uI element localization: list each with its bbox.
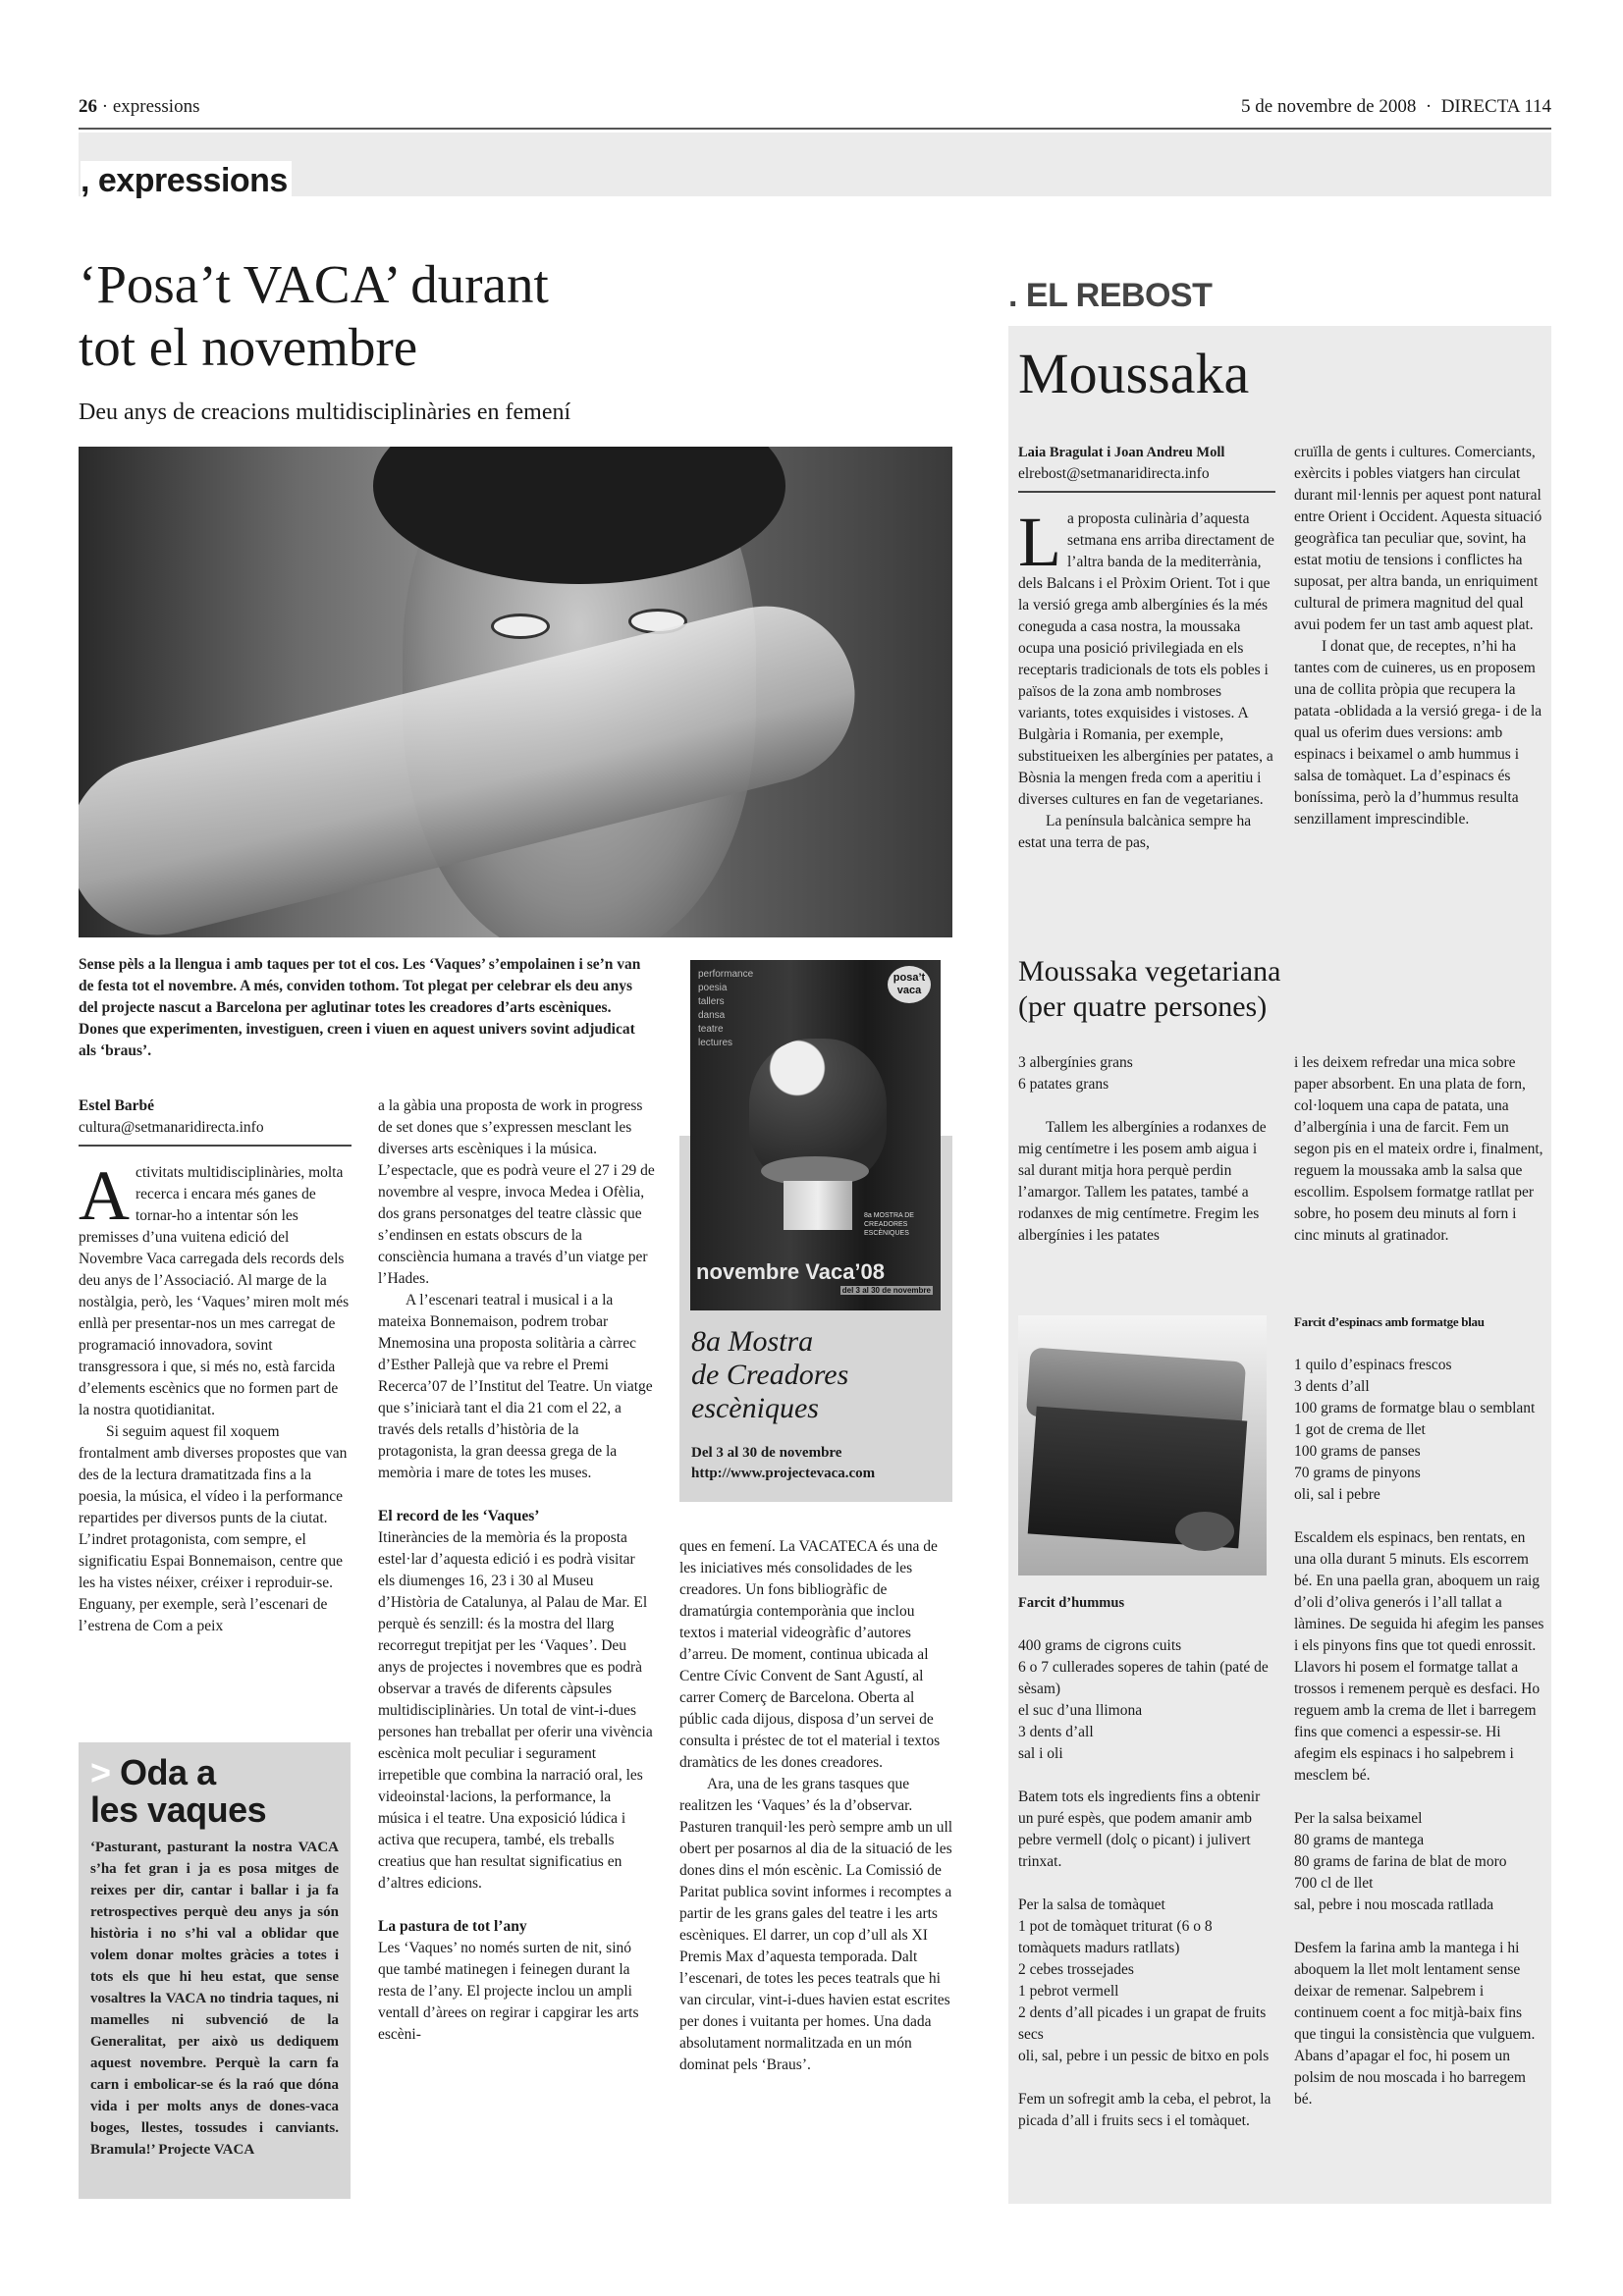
author-name: Laia Bragulat i Joan Andreu Moll [1018,445,1225,460]
section-label: , expressions [81,161,292,200]
poster-discipline: performance [698,969,754,980]
poster-discipline: dansa [698,1010,726,1021]
poster-badge [888,966,931,1003]
paragraph: Si seguim aquest fil xoquem frontalment amb diverses propostes que van des de la lectura dramatitzada fins a la poesia, la música, el vídeo i la performance repartides per diversos punts de la ciutat. L’indret protagonista, com sempre, el significatiu Espai Bonnemaison, centre que les ha vistes néixer, créixer i reproduir-se. Enguany, per exemple, serà l’escenari de l’estrena de Com a peix [79,1423,348,1634]
section-name: · expressions [101,96,200,117]
recipe-column-2 [1294,1052,1545,1247]
poster-discipline: poesia [698,983,728,993]
oda-box [79,1742,351,2199]
ingredient: 80 grams de farina de blat de moro [1294,1853,1507,1870]
poster-image [690,960,941,1310]
ingredient: 6 o 7 cullerades soperes de tahin (paté de sèsam) [1018,1659,1269,1697]
issue-info [1241,96,1551,118]
paragraph: Tallem les albergínies a rodanxes de mig centímetre i les posem amb aigua i sal durant mitja hora perquè perdin l’amargor. Tallem les patates, també a rodanxes de mig centímetre. Fregim les albergínies i les patates [1018,1119,1267,1244]
cow-skirt [784,1181,852,1230]
main-photo [79,447,952,937]
paragraph: La península balcànica sempre ha estat una terra de pas, [1018,813,1252,851]
drop-cap: A [79,1156,130,1235]
ingredient: 700 cl de llet [1294,1875,1374,1892]
title-line: ‘Posa’t VACA’ durant [79,254,549,314]
paragraph: cruïlla de gents i cultures. Comerciants, exèrcits i pobles viatgers han circulat durant mil·lennis per aquest pont natural entre Orient i Occident. Aquesta situació geogràfica tan peculiar que, sovint, ha estat motiu de tensions i conflictes ha suposat, per altra banda, un enriquiment cultural de primera magnitud del qual avui podem fer un tast amb aquest plat. [1294,444,1542,633]
ingredient: 2 dents d’all picades i un grapat de fruits secs [1018,2004,1267,2043]
paragraph: a la gàbia una proposta de work in progress de set dones que s’expressen mesclant les diverses arts escèniques i la música. L’espectacle, que es podrà veure el 27 i 29 de novembre al vespre, invoca Medea i Ofèlia, dos grans personatges del teatre clàssic que s’endinsen en estats obscurs de la consciència humana a través d’un viatge per l’Hades. [378,1097,655,1287]
page-header [79,96,1551,130]
ingredient: 70 grams de pinyons [1294,1465,1421,1481]
recipe-subtitle [1018,954,1280,1025]
ingredient: 1 pot de tomàquet triturat (6 o 8 tomàquets madurs ratllats) [1018,1918,1213,1956]
paragraph: Batem tots els ingredients fins a obtenir un puré espès, que podem amanir amb pebre vermell (dolç o picant) i julivert trinxat. [1018,1789,1261,1870]
subheading: Per la salsa beixamel [1294,1810,1423,1827]
poster-discipline: lectures [698,1038,733,1048]
ingredient: el suc d’una llimona [1018,1702,1143,1719]
subheading: La pastura de tot l’any [378,1918,527,1935]
dish-photo [1018,1315,1267,1575]
ingredient: 3 dents d’all [1018,1724,1094,1740]
badge-text: vaca [896,985,922,996]
poster-mostra-text: 8a MOSTRA DE CREADORES ESCÈNIQUES [864,1212,914,1237]
ingredient: 1 quilo d’espinacs frescos [1294,1357,1452,1373]
event-dates: Del 3 al 30 de novembre [691,1445,842,1461]
subheading: Farcit d’espinacs amb formatge blau [1294,1314,1485,1329]
paragraph: I donat que, de receptes, n’hi ha tantes com de cuineres, us en proposem una de collita pròpia que recupera la patata -oblidada a la versió grega- i de la qual us oferim dues versions: amb espinacs i beixamel o amb hummus i salsa de tomàquet. La d’espinacs és boníssima, però la d’hummus resulta senzillament imprescindible. [1294,638,1542,828]
badge-text: posa’t [893,972,926,984]
paragraph: a proposta culinària d’aquesta setmana ens arriba directament de l’altra banda de la mediterrània, dels Balcans i el Pròxim Orient. Tot i que la versió grega amb albergínies és la més coneguda a casa nostra, la moussaka ocupa una posició privilegiada en els receptaris tradicionals de tots els pobles i països de la zona amb nombroses variants, totes exquisides i vistoses. A Bulgària i Romania, per exemple, substitueixen les albergínies per patates, a Bòsnia la mengen freda com a aperitiu i diverses cultures en fan de vegetarianes. [1018,510,1274,808]
ingredient: 80 grams de mantega [1294,1832,1425,1848]
author-email[interactable]: cultura@setmanaridirecta.info [79,1117,352,1147]
recipe-title: Moussaka [1018,342,1250,405]
title-line: tot el novembre [79,317,418,377]
poster-box-info [691,1443,875,1484]
ingredient: 3 dents d’all [1294,1378,1370,1395]
ingredient: sal, pebre i nou moscada ratllada [1294,1896,1494,1913]
poster-box-title [691,1325,848,1425]
recipe-subtitle-line: (per quatre persones) [1018,990,1268,1023]
subheading: Farcit d’hummus [1018,1595,1125,1611]
paragraph: ctivitats multidisciplinàries, molta recerca i encara més ganes de tornar-ho a intentar són les premisses d’una vuitena edició del Novembre Vaca carregada dels records dels deu anys de l’Associació. Al marge de la nostàlgia, però, les ‘Vaques’ miren molt més enllà per presentar-nos un mes carregat de programació innovadora, sovint transgressora i que, si més no, està farcida d’elements escènics que no formen part de la nostra quotidianitat. [79,1164,350,1418]
paragraph: Itineràncies de la memòria és la proposta estel·lar d’aquesta edició i es podrà visitar els diumenges 16, 23 i 30 al Museu d’Història de Catalunya, al Palau de Mar. El perquè és senzill: és la mostra del llarg recorregut trepitjat per les ‘Vaques’. Deu anys de projectes i novembres que es podrà observar a través de diferents càpsules multidisciplinàries. Un total de vint-i-dues persones han treballat per oferir una vivència escènica molt peculiar i segurament irrepetible que combina la narració oral, les videoinstal·lacions, la performance, la música i el teatre. Una exposició lúdica i activa que recupera, també, els treballs creatius que han resultat significatius en d’altres edicions. [378,1529,653,1892]
ingredient: 3 albergínies grans [1018,1054,1133,1071]
rebost-section-label: . EL REBOST [1008,277,1213,314]
oda-title-line: Oda a [120,1752,216,1792]
paragraph: ques en femení. La VACATECA és una de les iniciatives més consolidades de les creadores. Un fons bibliogràfic de dramatúrgia contemporània que inclou textos i material videogràfic d’autores d’arreu. De moment, continua ubicada al Centre Cívic Convent de Sant Agustí, al carrer Comerç de Barcelona. Oberta al públic cada dijous, disposa d’un servei de consulta i préstec de tot el material i textos dramàtics de les dones creadores. [679,1538,941,1771]
paragraph: Fem un sofregit amb la ceba, el pebrot, la picada d’all i fruits secs i el tomàquet. [1018,2091,1271,2129]
paragraph: Escaldem els espinacs, ben rentats, en una olla durant 5 minuts. Els escorrem bé. En una paella gran, aboquem un raig d’oli d’oliva generós i l’all tallat a làmines. De seguida hi afegim les panses i els pinyons fins que tot quedi enrossit. Llavors hi posem el formatge tallat a trossos i remenem perquè es desfaci. Ho reguem amb la crema de llet i barregem fins que comenci a espessir-se. Hi afegim els espinacs i ho salpebrem i mesclem bé. [1294,1529,1544,1784]
section-band [79,133,1551,196]
drop-cap: L [1018,503,1061,581]
ingredient: oli, sal, pebre i un pessic de bitxo en pols [1018,2048,1270,2064]
paragraph: Les ‘Vaques’ no només surten de nit, sinó que també matinegen i feinegen durant la resta de l’any. El projecte inclou un ampli ventall d’àrees on regirar i capgirar les arts escèni- [378,1940,639,2043]
subheading: El record de les ‘Vaques’ [378,1508,540,1524]
recipe-column-4 [1294,1311,1545,2110]
article-subtitle: Deu anys de creacions multidisciplinàries en femení [79,400,571,425]
ingredient: 100 grams de formatge blau o semblant [1294,1400,1536,1416]
paragraph: A l’escenari teatral i musical i a la mateixa Bonnemaison, podrem trobar Mnemosina una proposta solitària a càrrec d’Esther Pallejà que va rebre el Premi Recerca’07 de l’Institut del Teatre. Un viatge que s’iniciarà tant el dia 21 com el 22, a través dels retalls d’història de la protagonista, la gran deessa grega de la memòria i mare de totes les muses. [378,1292,653,1481]
oda-text: ‘Pasturant, pasturant la nostra VACA s’ha fet gran i ja es posa mitges de reixes per dir, cantar i ballar i ja fa retrospectives perquè deu anys ja són història i no s’hi val a oblidar que volem donar moltes gràcies a totes i tots els que hi heu estat, que sense vosaltres la VACA no tindria taques, ni mamelles ni subvenció de la Generalitat, per això us dediquem aquest novembre. Perquè la carn fa carn i embolicar-se és la raó que dóna vida i per molts anys de dones-vaca boges, llestes, tossudes i canviants. Bramula!’ Projecte VACA [90,1840,339,2158]
poster-discipline: tallers [698,996,725,1007]
oda-title-line: les vaques [90,1789,267,1830]
ingredient: 1 pebrot vermell [1018,1983,1119,2000]
box-title-line: de Creadores [691,1359,849,1391]
recipe-subtitle-line: Moussaka vegetariana [1018,955,1281,988]
separator: · [1425,96,1433,117]
page-number: 26 [79,96,97,117]
article-column-2 [378,1095,655,2046]
ingredient: 400 grams de cigrons cuits [1018,1637,1182,1654]
poster-dates: del 3 al 30 de novembre [841,1286,931,1295]
rebost-column-1 [1018,442,1275,854]
author-email[interactable]: elrebost@setmanaridirecta.info [1018,463,1275,493]
author-name: Estel Barbé [79,1097,155,1114]
subheading: Per la salsa de tomàquet [1018,1896,1165,1913]
box-title-line: escèniques [691,1392,819,1424]
ingredient: 100 grams de panses [1294,1443,1421,1460]
rebost-column-2 [1294,442,1545,830]
ingredient: 1 got de crema de llet [1294,1421,1426,1438]
ingredient: oli, sal i pebre [1294,1486,1380,1503]
issue-date: 5 de novembre de 2008 [1241,96,1417,117]
box-title-line: 8a Mostra [691,1325,814,1358]
paragraph: Desfem la farina amb la mantega i hi aboquem la llet molt lentament sense deixar de remenar. Salpebrem i continuem coent a foc mitjà-baix fins que tingui la consistència que vulguem. Abans d’apagar el foc, hi posem un polsim de nou moscada i ho barregem bé. [1294,1940,1536,2108]
recipe-column-3 [1018,1592,1275,2132]
recipe-column-1 [1018,1052,1275,1247]
paragraph: Ara, una de les grans tasques que realitzen les ‘Vaques’ és la d’observar. Pasturen tranquil·les però sempre amb un ull obert per posarnos al dia de la situació de les dones dins el món escènic. La Comissió de Paritat publica sovint informes i recomptes a partir de les grans gales del teatre i les arts escèniques. El darrer, un cop d’ull als XI Premis Max d’aquesta temporada. Dalt l’escenari, de totes les peces teatrals que hi van circular, vint-i-dues havien estat escrites per dones i vuitanta per homes. Una dada absolutament normalitzada en un món dominat pels ‘Braus’. [679,1776,953,2073]
arrow-icon: > [90,1752,111,1792]
photo-caption: Sense pèls a la llengua i amb taques per tot el cos. Les ‘Vaques’ s’empolainen i se’n van de festa tot el novembre. A més, conviden tothom. Tot plegat per celebrar els deu anys del projecte nascut a Barcelona per aglutinar totes les creadores d’arts escèniques. Dones que experimenten, investiguen, creen i viuen en aquest univers sovint adjudicat als ‘braus’. [79,956,641,1059]
ingredient: sal i oli [1018,1745,1063,1762]
issue-number: DIRECTA 114 [1440,96,1551,117]
article-column-3 [679,1536,954,2076]
oda-title [90,1754,339,1829]
article-column-1 [79,1095,352,1637]
ingredient: 2 cebes trossejades [1018,1961,1134,1978]
poster-title: novembre Vaca’08 [696,1259,886,1284]
event-url[interactable]: http://www.projectevaca.com [691,1466,876,1481]
paragraph: i les deixem refredar una mica sobre paper absorbent. En una plata de forn, col·loquem una capa de patata, una d’albergínia i una de farcit. Fem un segon pis en el mateix ordre i, finalment, reguem la moussaka amb la salsa que escollim. Espolsem formatge ratllat per sobre, ho posem deu minuts al forn i cinc minuts al gratinador. [1294,1054,1543,1244]
poster-discipline: teatre [698,1024,724,1035]
ingredient: 6 patates grans [1018,1076,1109,1093]
article-title [79,253,549,379]
